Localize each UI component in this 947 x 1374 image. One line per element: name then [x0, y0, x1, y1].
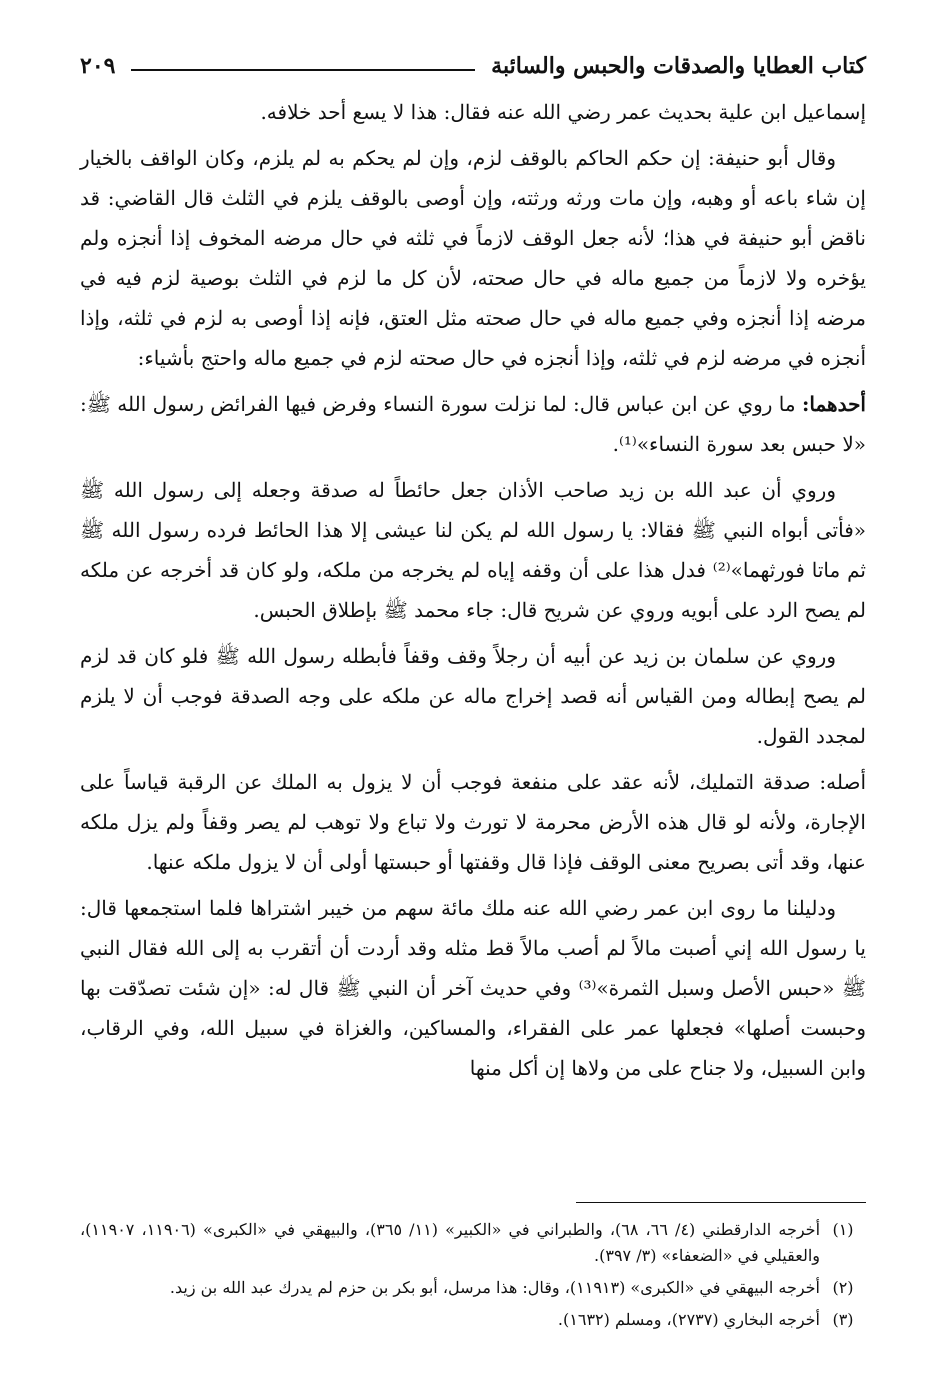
paragraph-3 [80, 384, 866, 464]
chapter-title: كتاب العطايا والصدقات والحبس والسائبة [491, 53, 866, 79]
footnotes [80, 1202, 866, 1339]
header-rule [131, 69, 475, 71]
footnote-text: أخرجه الدارقطني (٤/ ٦٦، ٦٨)، والطبراني في «الكبير» (١١/ ٣٦٥)، والبيهقي في «الكبرى» (١١٩٠٦، ١١٩٠٧)، والعقيلي في «الضعفاء» (٣/ ٣٩٧). [80, 1220, 821, 1265]
footnote-1 [80, 1217, 866, 1269]
footnote-separator [576, 1202, 866, 1203]
paragraph-lead-word: أحدهما: [801, 392, 866, 416]
footnote-number: (٢) [832, 1278, 854, 1297]
paragraph-6: أصله: صدقة التمليك، لأنه عقد على منفعة فوجب أن لا يزول به الملك عن الرقبة قياساً على الإجارة، ولأنه لو قال هذه الأرض محرمة لا تورث ولا تباع ولا توهب لم يصر وقفاً ولم يزل ملكه عنها، وقد أتى بصريح معنى الوقف فإذا قال وقفتها أو حبستها أولى أن لا يزول ملكه عنها. [80, 770, 866, 874]
paragraph-7: ودليلنا ما روى ابن عمر رضي الله عنه ملك مائة سهم من خيبر اشتراها فلما استجمعها قال: يا رسول الله إني أصبت مالاً لم أصب مالاً قط مثله وقد أردت أن أتقرب به إلى الله فقال النبي ﷺ «حبس الأصل وسبل الثمرة»⁽³⁾ وفي حديث آخر أن النبي ﷺ قال له: «إن شئت تصدّقت بها وحبست أصلها» فجعلها عمر على الفقراء، والمساكين، والغزاة في سبيل الله، وفي الرقاب، وابن السبيل، ولا جناح على من ولاها إن أكل منها [80, 896, 867, 1080]
paragraph-5: وروي عن سلمان بن زيد عن أبيه أن رجلاً وقف وقفاً فأبطله رسول الله ﷺ فلو كان قد لزم لم يصح إبطاله ومن القياس أنه قصد إخراج ماله عن ملكه على وجه الصدقة فوجب أن لا يلزم لمجدد القول. [80, 644, 867, 748]
paragraph-1: إسماعيل ابن علية بحديث عمر رضي الله عنه فقال: هذا لا يسع أحد خلافه. [260, 100, 866, 124]
running-header [80, 46, 866, 86]
paragraph-4: وروي أن عبد الله بن زيد صاحب الأذان جعل حائطاً له صدقة وجعله إلى رسول الله ﷺ «فأتى أبواه النبي ﷺ فقالا: يا رسول الله لم يكن لنا عيشى إلا هذا الحائط فرده رسول الله ﷺ ثم ماتا فورثهما»⁽²⁾ فدل هذا على أن وقفه إياه لم يخرجه من ملكه، ولو كان قد أخرجه عن ملكه لم يصح الرد على أبويه وروي عن شريح قال: جاء محمد ﷺ بإطلاق الحبس. [80, 478, 867, 622]
footnote-3 [80, 1307, 866, 1333]
page-number: ٢٠٩ [80, 53, 116, 79]
footnote-2 [80, 1275, 866, 1301]
book-page [80, 40, 866, 1360]
footnote-number: (١) [832, 1220, 854, 1239]
paragraph-2: وقال أبو حنيفة: إن حكم الحاكم بالوقف لزم، وإن لم يحكم به لم يلزم، وكان الواقف بالخيار إن شاء باعه أو وهبه، وإن مات ورثه ورثته، وإن أوصى بالوقف يلزم في الثلث قال القاضي: قد ناقض أبو حنيفة في هذا؛ لأنه جعل الوقف لازماً في ثلثه في حال مرضه المخوف إذا أنجزه ولم يؤخره ولا لازماً من جميع ماله في حال صحته، لأن كل ما لزم في الثلث بوصية لزم فيه في مرضه إذا أنجزه وفي جميع ماله في حال صحته مثل العتق، فإنه إذا أوصى به لزم في ثلثه، وإذا أنجزه في مرضه لزم في ثلثه، وإذا أنجزه في حال صحته لزم في جميع ماله واحتج بأشياء: [80, 146, 866, 370]
footnote-text: أخرجه البخاري (٢٧٣٧)، ومسلم (١٦٣٢). [557, 1310, 820, 1329]
footnote-number: (٣) [832, 1310, 854, 1329]
main-text [80, 92, 866, 1094]
footnote-text: أخرجه البيهقي في «الكبرى» (١١٩١٣)، وقال: هذا مرسل، أبو بكر بن حزم لم يدرك عبد الله بن زيد. [169, 1278, 820, 1297]
paragraph-3-text: ما روي عن ابن عباس قال: لما نزلت سورة النساء وفرض فيها الفرائض رسول الله ﷺ: «لا حبس بعد سورة النساء»⁽¹⁾. [80, 392, 866, 456]
